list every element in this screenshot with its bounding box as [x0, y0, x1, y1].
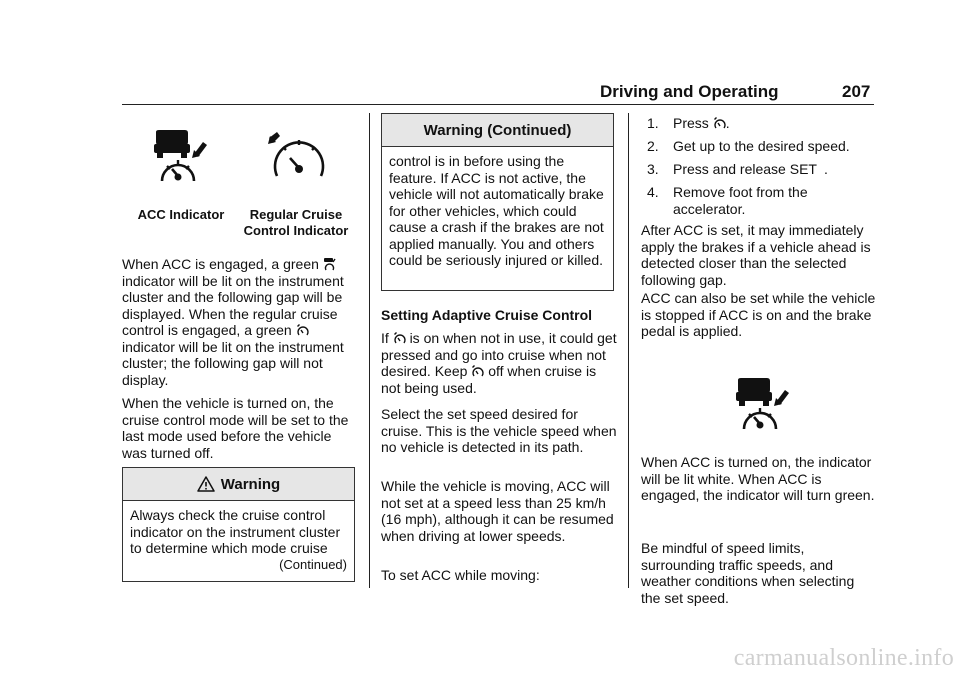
- column-divider-right: [628, 113, 629, 588]
- middle-paragraph-1: [381, 330, 617, 396]
- cruise-small-icon: [713, 116, 726, 130]
- warning-text: Always check the cruise control indicator on the instrument cluster to determine which mode cruise: [130, 507, 341, 556]
- left-paragraph-1: [122, 256, 358, 388]
- middle-p1-part-b: is on when not in use, it could get pressed and go into cruise when not desired. Keep: [381, 330, 617, 379]
- step-2-text: Get up to the desired speed.: [673, 138, 850, 154]
- left-paragraph-2: When the vehicle is turned on, the cruise control mode will be set to the last mode used before the vehicle was turned off.: [122, 395, 349, 461]
- warning-triangle-icon: [197, 476, 215, 492]
- regular-cruise-indicator-icon: [263, 130, 329, 184]
- cruise-small-icon: [471, 364, 484, 378]
- right-paragraph-2: ACC can also be set while the vehicle is stopped if ACC is on and the brake pedal is applied.: [641, 290, 876, 339]
- left-p1-part-b: indicator will be lit on the instrument cluster and the following gap will be displayed. When the regular cruise control is engaged, a green: [122, 272, 344, 338]
- left-p1-part-a: When ACC is engaged, a green: [122, 256, 319, 272]
- left-p1-part-c: indicator will be lit on the instrument cluster; the following gap will not display.: [122, 338, 344, 388]
- middle-p1-part-c: off when cruise is not being used.: [381, 363, 597, 396]
- cruise-small-icon: [393, 331, 406, 345]
- warning-continued-box: [381, 113, 614, 291]
- regular-cruise-caption-line2: Control Indicator: [243, 223, 349, 238]
- warning-title: Warning: [220, 475, 281, 493]
- acc-small-icon: [323, 257, 336, 271]
- acc-indicator-caption: ACC Indicator: [137, 207, 225, 222]
- page-number: 207: [842, 82, 871, 101]
- warning-continued-body: control is in before using the feature. If ACC is not active, the vehicle will not automatically brake for other vehicles, which could cause a crash if the brakes are not applied manually. You and others could be seriously injured or killed.: [389, 153, 604, 268]
- section-title: Driving and Operating: [600, 82, 779, 101]
- step-3-number: 3.: [647, 161, 659, 177]
- middle-paragraph-2: Select the set speed desired for cruise. This is the vehicle speed when no vehicle is detected in its path.: [381, 406, 617, 455]
- step-3-text: Press and release SET .: [673, 161, 828, 177]
- column-divider-left: [369, 113, 370, 588]
- step-1-text: Press: [673, 115, 709, 131]
- cruise-small-icon: [296, 323, 309, 337]
- right-paragraph-4: Be mindful of speed limits, surrounding traffic speeds, and weather conditions when selecting the set speed.: [641, 540, 855, 606]
- middle-paragraph-4: To set ACC while moving:: [381, 567, 540, 583]
- middle-paragraph-3: While the vehicle is moving, ACC will not set at a speed less than 25 km/h (16 mph), although it can be resumed when driving at lower speeds.: [381, 478, 614, 544]
- warning-header: [123, 468, 354, 501]
- warning-continued-header: Warning (Continued): [382, 114, 613, 147]
- warning-continued-label: (Continued): [279, 556, 347, 572]
- watermark: carmanualsonline.info: [733, 645, 954, 671]
- regular-cruise-caption: [236, 207, 356, 239]
- header-rule: [122, 104, 874, 105]
- step-1-number: 1.: [647, 115, 659, 131]
- regular-cruise-caption-line1: Regular Cruise: [249, 207, 343, 222]
- warning-box: [122, 467, 355, 582]
- step-1-period: .: [725, 115, 730, 131]
- setting-acc-heading: Setting Adaptive Cruise Control: [381, 307, 593, 323]
- middle-p1-part-a: If: [381, 330, 389, 346]
- right-paragraph-3: When ACC is turned on, the indicator will be lit white. When ACC is engaged, the indicator will turn green.: [641, 454, 875, 503]
- acc-indicator-icon: [150, 128, 210, 184]
- step-4-number: 4.: [647, 184, 659, 200]
- acc-indicator-icon: [732, 376, 792, 432]
- warning-body: [123, 501, 354, 579]
- step-4-text: Remove foot from the accelerator.: [673, 184, 808, 217]
- step-2-number: 2.: [647, 138, 659, 154]
- right-paragraph-1: After ACC is set, it may immediately apply the brakes if a vehicle ahead is detected closer than the selected following gap.: [641, 222, 871, 288]
